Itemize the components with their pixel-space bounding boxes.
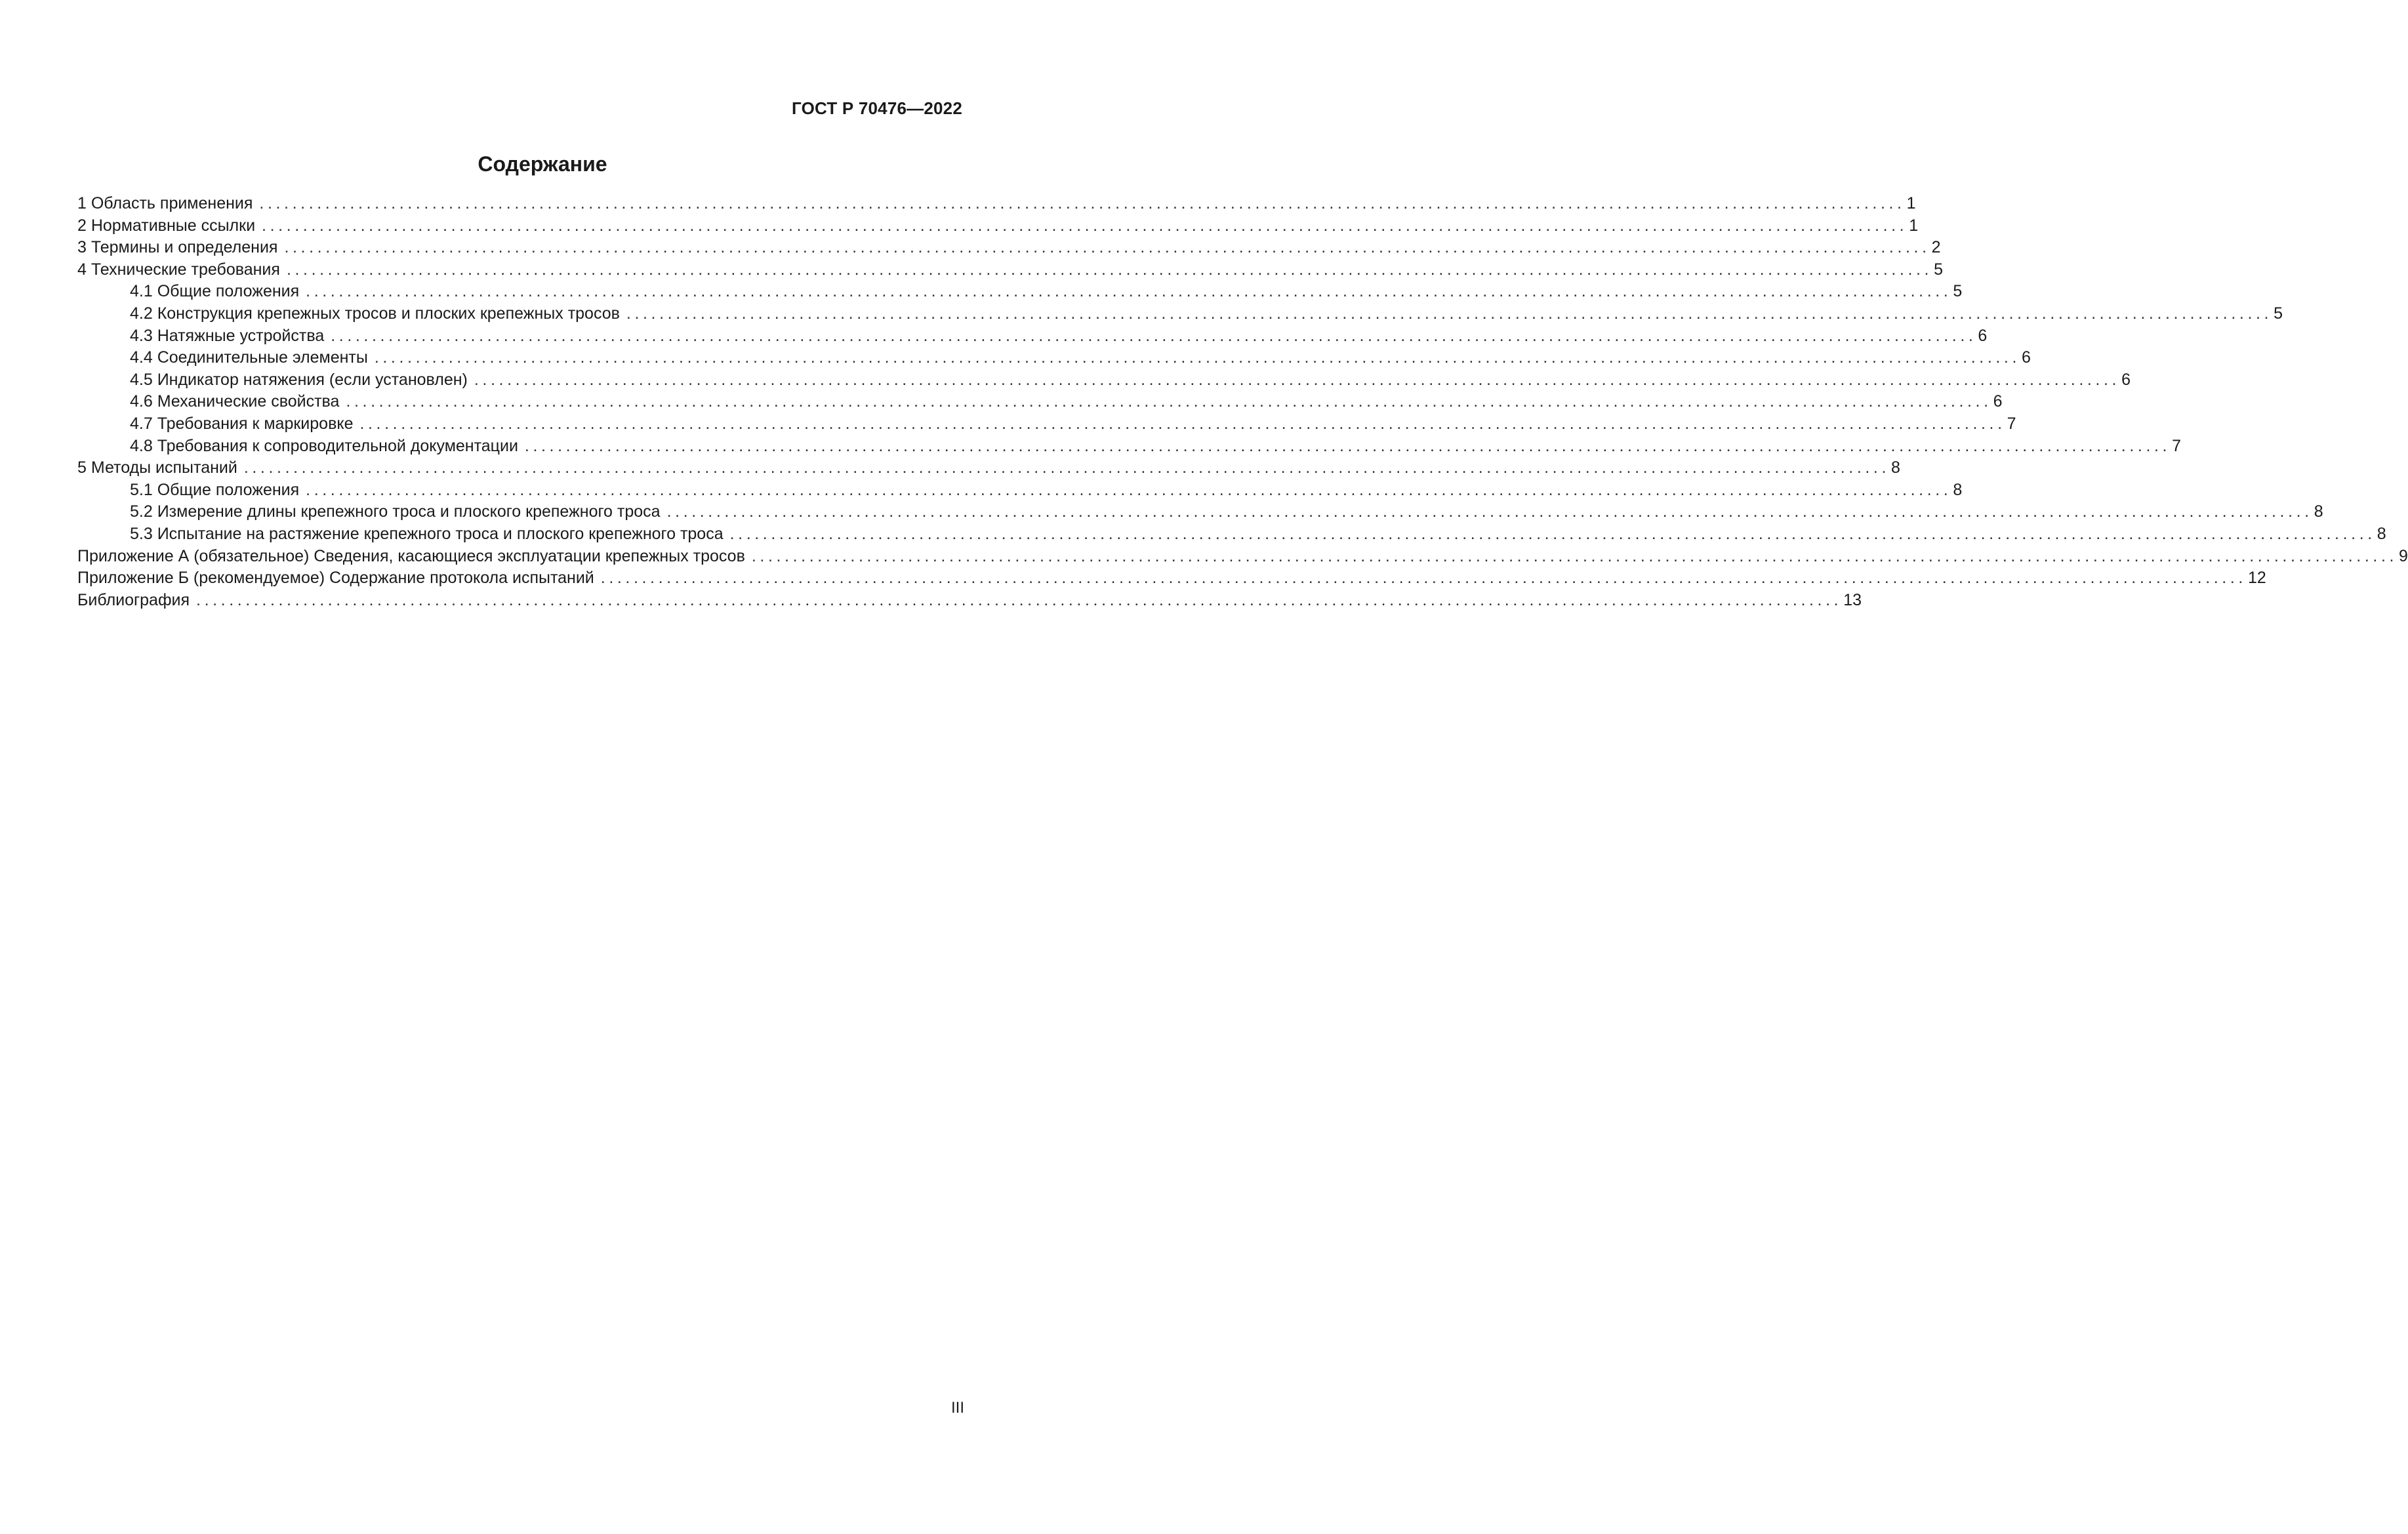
document-code: ГОСТ Р 70476—2022: [792, 98, 962, 118]
toc-entry[interactable]: [77, 435, 2181, 458]
toc-leader-dots: ........................................................................................................................................................................................................: [359, 414, 2006, 433]
toc-leader-dots: ........................................................................................................................................................................................................: [284, 238, 1930, 257]
toc-entry[interactable]: [77, 193, 1916, 215]
toc-entry-page: 6: [2022, 348, 2031, 367]
toc-entry-page: 13: [1843, 590, 1862, 609]
toc-entry[interactable]: [77, 369, 2131, 392]
toc-leader-dots: ........................................................................................................................................................................................................: [729, 524, 2376, 543]
toc-entry-label: 4.4 Соединительные элементы: [130, 348, 368, 367]
toc-leader-dots: ........................................................................................................................................................................................................: [262, 216, 1908, 235]
toc-entry-page: 12: [2247, 569, 2266, 588]
toc-leader-dots: ........................................................................................................................................................................................................: [374, 348, 2021, 367]
toc-entry-label: 5.3 Испытание на растяжение крепежного троса и плоского крепежного троса: [130, 524, 724, 543]
toc-entry-page: 1: [1909, 216, 1919, 235]
toc-entry-label: 4.6 Механические свойства: [130, 392, 340, 411]
toc-entry-page: 2: [1931, 238, 1941, 257]
toc-entry-page: 6: [2121, 370, 2131, 389]
toc-entry-label: 4.3 Натяжные устройства: [130, 326, 325, 345]
toc-entry-page: 9: [2399, 546, 2408, 565]
toc-entry-page: 7: [2007, 414, 2016, 433]
table-of-contents: [77, 193, 2408, 611]
toc-leader-dots: ........................................................................................................................................................................................................: [243, 458, 1890, 477]
toc-entry-label: 2 Нормативные ссылки: [77, 216, 256, 235]
toc-entry-page: 7: [2172, 436, 2181, 455]
toc-entry-page: 8: [2377, 524, 2386, 543]
toc-leader-dots: ........................................................................................................................................................................................................: [346, 392, 1992, 411]
toc-leader-dots: ........................................................................................................................................................................................................: [666, 502, 2313, 521]
toc-entry[interactable]: [77, 259, 1944, 281]
toc-entry-label: 4.8 Требования к сопроводительной документации: [130, 436, 518, 455]
toc-entry[interactable]: [77, 413, 2016, 435]
toc-entry[interactable]: [77, 523, 2386, 546]
toc-entry-label: 5.2 Измерение длины крепежного троса и плоского крепежного троса: [130, 502, 661, 521]
toc-entry-page: 8: [2314, 502, 2323, 521]
toc-entry[interactable]: [77, 325, 1988, 348]
toc-entry-page: 1: [1906, 194, 1916, 212]
toc-leader-dots: ........................................................................................................................................................................................................: [474, 370, 2121, 389]
toc-entry[interactable]: [77, 546, 2408, 568]
toc-leader-dots: ........................................................................................................................................................................................................: [524, 436, 2171, 455]
toc-entry[interactable]: [77, 281, 1963, 303]
toc-entry-page: 8: [1953, 480, 1963, 499]
toc-entry-label: 5.1 Общие положения: [130, 480, 300, 499]
toc-leader-dots: ........................................................................................................................................................................................................: [626, 304, 2273, 323]
toc-leader-dots: ........................................................................................................................................................................................................: [259, 194, 1906, 212]
toc-entry-label: 5 Методы испытаний: [77, 458, 237, 477]
toc-entry[interactable]: [77, 590, 1862, 612]
toc-leader-dots: ........................................................................................................................................................................................................: [286, 260, 1933, 279]
toc-entry[interactable]: [77, 501, 2323, 523]
toc-leader-dots: ........................................................................................................................................................................................................: [600, 569, 2247, 588]
toc-entry-label: 4.1 Общие положения: [130, 282, 300, 301]
toc-leader-dots: ........................................................................................................................................................................................................: [331, 326, 1977, 345]
toc-entry[interactable]: [77, 567, 2266, 590]
toc-title: Содержание: [478, 152, 607, 176]
toc-entry[interactable]: [77, 303, 2283, 325]
toc-entry-label: 4 Технические требования: [77, 260, 280, 279]
toc-entry-label: 3 Термины и определения: [77, 238, 278, 257]
toc-entry[interactable]: [77, 347, 2031, 369]
toc-entry-page: 5: [1934, 260, 1944, 279]
toc-entry-page: 8: [1891, 458, 1900, 477]
toc-entry[interactable]: [77, 237, 1941, 259]
page-number: III: [950, 1399, 964, 1417]
toc-entry-label: 4.7 Требования к маркировке: [130, 414, 354, 433]
toc-entry-label: Приложение Б (рекомендуемое) Содержание протокола испытаний: [77, 569, 594, 588]
toc-entry[interactable]: [77, 215, 1919, 237]
toc-leader-dots: ........................................................................................................................................................................................................: [751, 546, 2398, 565]
toc-entry-page: 6: [1993, 392, 2003, 411]
toc-entry-page: 5: [1953, 282, 1963, 301]
toc-entry-label: 4.2 Конструкция крепежных тросов и плоских крепежных тросов: [130, 304, 620, 323]
toc-entry[interactable]: [77, 479, 1963, 502]
toc-entry-page: 6: [1978, 326, 1988, 345]
toc-entry-label: 4.5 Индикатор натяжения (если установлен): [130, 370, 468, 389]
toc-entry-label: Библиография: [77, 590, 190, 609]
toc-entry[interactable]: [77, 457, 1900, 479]
toc-leader-dots: ........................................................................................................................................................................................................: [306, 480, 1952, 499]
toc-entry-page: 5: [2274, 304, 2283, 323]
toc-entry[interactable]: [77, 391, 2003, 413]
toc-leader-dots: ........................................................................................................................................................................................................: [306, 282, 1952, 301]
toc-leader-dots: ........................................................................................................................................................................................................: [196, 590, 1843, 609]
toc-entry-label: 1 Область применения: [77, 194, 253, 212]
toc-entry-label: Приложение А (обязательное) Сведения, касающиеся эксплуатации крепежных тросов: [77, 546, 745, 565]
